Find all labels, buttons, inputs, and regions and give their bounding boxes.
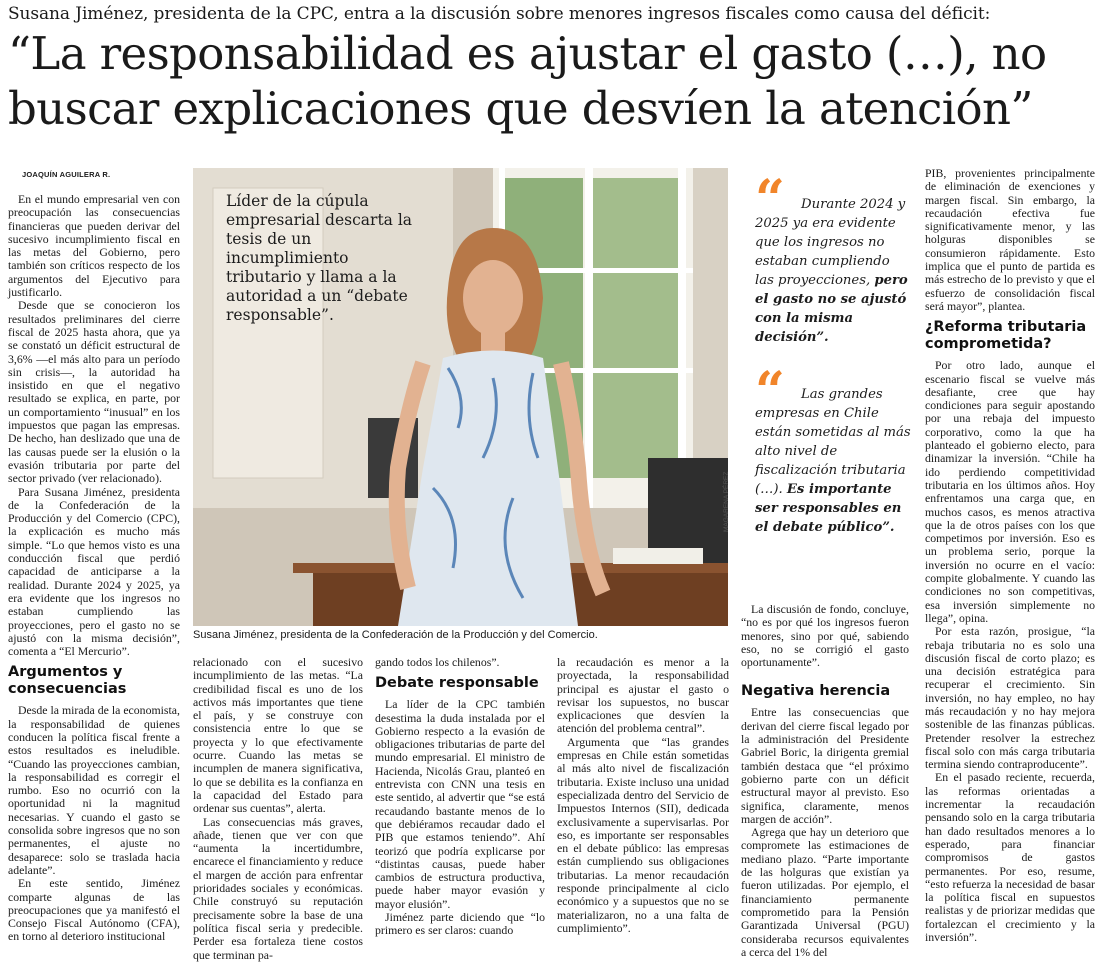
paragraph: la recaudación es menor a la proyectada, la responsabilidad principal es ajustar el gasto o revisar los supuestos, no buscar explicaciones que desvíen la atención del problema central”.: [557, 655, 729, 736]
section-heading: Negativa herencia: [741, 683, 891, 700]
paragraph: Por esta razón, prosigue, “la rebaja tributaria no es solo una discusión fiscal de corto plazo; es una decisión estratégica para recuperar el crecimiento. Sin inversión, no hay empleo, no hay más recaudación y no hay mejora sostenible de las finanzas públicas. Pretender resolver la estrechez fiscal solo con más carga tributaria termina siendo contraproducente”.: [925, 624, 1095, 772]
paragraph: Desde la mirada de la economista, la responsabilidad de quienes conducen la política fiscal frente a estos resultados es ineludible. “Cuando las proyecciones cambian, la responsabilidad es corregir el rumbo. Eso no ocurrió con la oportunidad ni la magnitud necesarias. Y cuando el gasto se consolida sobre ingresos que no son permanentes, el ajuste no desaparece: solo se traslada hacia adelante”.: [8, 703, 180, 877]
paragraph: Las consecuencias más graves, añade, tienen que ver con que “aumenta la incertidumbre, encarece el financiamiento y reduce el margen de acción para enfrentar prioridades sociales y económicas. Chile construyó su reputación precisamente sobre la base de una política fiscal seria y predecible. Perder esa fortaleza tiene costos que terminan pa-: [193, 814, 363, 962]
paragraph: Argumenta que “las grandes empresas en Chile están sometidas al más alto nivel de fiscalización tributaria. Existe incluso una unidad especializada dentro del Servicio de Impuestos Internos (SII), dedicada exclusivamente a supervisarlas. Por eso, es importante ser responsables en el debate público: las empresas están cumpliendo sus obligaciones tributarias. La menor recaudación responde principalmente al ciclo económico y a supuestos que no se materializaron, no a una falta de cumplimiento”.: [557, 734, 729, 935]
section-heading: Argumentos y consecuencias: [8, 664, 127, 698]
photo-caption: Susana Jiménez, presidenta de la Confederación de la Producción y del Comercio.: [193, 629, 598, 641]
opening-quote-icon: “: [755, 169, 785, 230]
article-column-6: [925, 167, 1095, 944]
paragraph: Para Susana Jiménez, presidenta de la Confederación de la Producción y del Comercio (CPC), la explicación es mucho más simple. “Lo que hemos visto es una conducción fiscal que perdió capacidad de anticiparse a la realidad. Durante 2024 y 2025, ya era evidente que los ingresos no estaban cumpliendo las proyecciones, pero el gasto no se ajustó con la misma decisión”, comenta a “El Mercurio”.: [8, 484, 180, 659]
photo-credit: MAGARENA PÉREZ: [723, 471, 730, 532]
section-heading: ¿Reforma tributaria comprometida?: [925, 319, 1087, 353]
paragraph: En el mundo empresarial ven con preocupación las consecuencias financieras que pueden derivar del sucesivo incumplimiento fiscal en las metas del Gobierno, pero también son críticos respecto de los argumentos del Ejecutivo para justificarlo.: [8, 192, 180, 300]
pull-quote-1: [755, 195, 911, 347]
paragraph: PIB, provenientes principalmente de eliminación de exenciones y margen fiscal. Sin embargo, la recaudación efectiva fue significativamente menor, y las holguras disponibles se consumieron rápidamente. Esto implica que el punto de partida es más estrecho de lo previsto y que el esfuerzo de consolidación fiscal será mayor”, plantea.: [925, 166, 1095, 313]
article-column-1: [8, 193, 180, 944]
article-column-2: [193, 656, 363, 962]
paragraph: Jiménez parte diciendo que “lo primero es ser claros: cuando: [375, 910, 545, 938]
opening-quote-icon: “: [755, 361, 785, 422]
article-column-4: [557, 656, 729, 935]
pull-quote-2-text: Las grandes empresas en Chile están sometidas al más alto nivel de fiscalización tributaria (…).: [755, 387, 911, 497]
paragraph: En el pasado reciente, recuerda, las reformas orientadas a incrementar la recaudación pensando solo en la carga tributaria han dado resultados menores a lo esperado, para financiar compromisos de gastos permanentes. Por eso, resume, “esto refuerza la necesidad de basar la política fiscal en supuestos realistas y de priorizar medidas que fortalezcan el crecimiento y la inversión”.: [925, 770, 1095, 945]
lead-text: Líder de la cúpula empresarial descarta la tesis de un incumplimiento tributario y llama a la autoridad a un “debate responsable”.: [226, 192, 413, 324]
paragraph: Entre las consecuencias que derivan del cierre fiscal legado por la administración del Presidente Gabriel Boric, la dirigenta gremial también destaca que “el próximo gobierno parte con un déficit estructural mayor al previsto. Eso significa, claramente, menos margen de acción”.: [741, 705, 909, 826]
paragraph: La líder de la CPC también desestima la duda instalada por el Gobierno respecto a la evasión de obligaciones tributarias de parte del mundo empresarial. El ministro de Hacienda, Nicolás Grau, planteó en entrevista con CNN una tesis en este sentido, al advertir que “se está recaudando bastante menos de lo que debiéramos recaudar dado el PIB que estamos teniendo”. Ahí teorizó que podría explicarse por “distintas causas, puede haber cambios de estructura productiva, puede haber mayor evasión y mayor elusión”.: [375, 697, 545, 911]
section-heading: Debate responsable: [375, 675, 539, 692]
paragraph: En este sentido, Jiménez comparte algunas de las preocupaciones que ya manifestó el Consejo Fiscal Autónomo (CFA), en torno al deterioro institucional: [8, 876, 180, 944]
article-column-3: [375, 656, 545, 938]
pull-quote-box: [741, 170, 909, 568]
pull-quote-2-emphasis: Es importante ser responsables en el debate público”.: [755, 482, 902, 535]
paragraph: Agrega que hay un deterioro que compromete las estimaciones de mediano plazo. “Parte importante de las holguras que existían ya fueron utilizadas. Por ejemplo, el financiamiento permanente comprometido para la Pensión Garantizada Universal (PGU) consideraba recursos equivalentes a cerca del 1% del: [741, 825, 909, 959]
article-kicker: Susana Jiménez, presidenta de la CPC, entra a la discusión sobre menores ingresos fiscales como causa del déficit:: [8, 4, 991, 24]
paragraph: Por otro lado, aunque el escenario fiscal se vuelve más desafiante, cree que hay condiciones para seguir apostando por una rebaja del impuesto corporativo, como la que ha planteado el gobierno electo, para dinamizar la inversión. “Chile ha ido perdiendo competitividad tributaria en los últimos años. Hoy enfrentamos una carga que, en muchos casos, es menos atractiva que la de otros países con los que competimos por inversión. Eso es un problema serio, porque la inversión no ocurre en el vacío: compite globalmente. Y cuando las condiciones no son competitivas, esa inversión simplemente no llega”, opina.: [925, 358, 1095, 625]
paragraph: Desde que se conocieron los resultados preliminares del cierre fiscal de 2025 hasta ahora, que ya se constató un déficit estructural de 3,6% —el más alto para un período sin crisis—, la autoridad ha insistido en que el negativo resultado se explica, en parte, por un comportamiento “inusual” en los impuestos que pagan las empresas. De hecho, han deslizado que una de las causas puede ser la elusión o la evasión tributaria por parte del sector privado (ver relacionado).: [8, 298, 180, 486]
byline: JOAQUÍN AGUILERA R.: [22, 170, 111, 179]
pull-quote-2: [755, 385, 911, 537]
article-headline: “La responsabilidad es ajustar el gasto (…), no buscar explicaciones que desvíen la atención”: [8, 27, 1047, 135]
paragraph: gando todos los chilenos”.: [375, 655, 500, 669]
article-column-5: [741, 603, 909, 959]
paragraph: La discusión de fondo, concluye, “no es por qué los ingresos fueron menores, sino por qué, sabiendo eso, no se corrigió el gasto oportunamente”.: [741, 602, 909, 670]
paragraph: relacionado con el sucesivo incumplimiento de las metas. “La credibilidad fiscal es uno de los activos más importantes que tiene el país, y se construye con consistencia entre lo que se proyecta y lo que efectivamente ocurre. Cuando las metas se incumplen de manera significativa, lo que se debilita es la confianza en la capacidad del Estado para ordenar sus cuentas”, alerta.: [193, 655, 363, 816]
pull-quote-1-emphasis: pero el gasto no se ajustó con la misma decisión”.: [755, 273, 908, 345]
pull-quote-1-text: Durante 2024 y 2025 ya era evidente que los ingresos no estaban cumpliendo las proyecciones,: [755, 197, 906, 288]
